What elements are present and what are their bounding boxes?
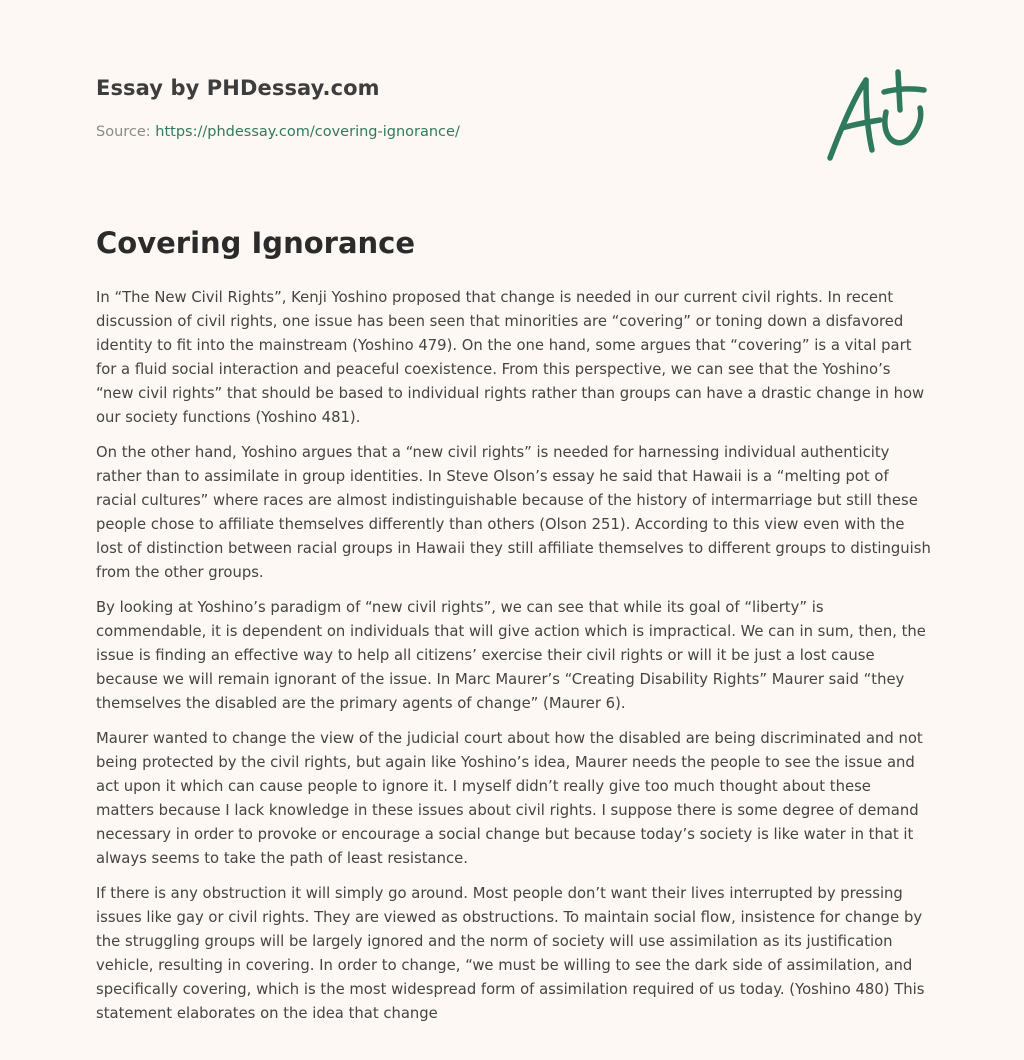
essay-title: Covering Ignorance — [96, 226, 416, 260]
essay-paragraph: On the other hand, Yoshino argues that a “new civil rights” is needed for harnessing individual authenticity rather than to assimilate in group identities. In Steve Olson’s essay he said that Hawaii is a “melting pot of racial cultures” where races are almost indistinguishable because of the history of intermarriage but still these people chose to affiliate themselves differently than others (Olson 251). According to this view even with the lost of distinction between racial groups in Hawaii they still affiliate themselves to different groups to distinguish from the other groups. — [96, 444, 931, 581]
essay-paragraph: If there is any obstruction it will simply go around. Most people don’t want their lives interrupted by pressing issues like gay or civil rights. They are viewed as obstructions. To maintain social flow, insistence for change by the struggling groups will be largely ignored and the norm of society will use assimilation as its justification vehicle, resulting in covering. In order to change, “we must be willing to see the dark side of assimilation, and specifically covering, which is the most widespread form of assimilation required of us today. (Yoshino 480) This statement elaborates on the idea that change — [96, 885, 925, 1022]
source-link[interactable]: https://phdessay.com/covering-ignorance/ — [155, 124, 460, 140]
a-plus-grade-icon — [820, 66, 932, 166]
essay-paragraph: In “The New Civil Rights”, Kenji Yoshino proposed that change is needed in our current civil rights. In recent discussion of civil rights, one issue has been seen that minorities are “covering” or toning down a disfavored identity to fit into the mainstream (Yoshino 479). On the one hand, some argues that “covering” is a vital part for a fluid social interaction and peaceful coexistence. From this perspective, we can see that the Yoshino’s “new civil rights” that should be based to individual rights rather than groups can have a drastic change in how our society functions (Yoshino 481). — [96, 289, 925, 426]
essay-body — [96, 286, 932, 1037]
site-title: Essay by PHDessay.com — [96, 76, 380, 100]
source-line — [96, 124, 460, 140]
essay-paragraph: Maurer wanted to change the view of the judicial court about how the disabled are being discriminated and not being protected by the civil rights, but again like Yoshino’s idea, Maurer needs the people to see the issue and act upon it which can cause people to ignore it. I myself didn’t really give too much thought about these matters because I lack knowledge in these issues about civil rights. I suppose there is some degree of demand necessary in order to provoke or encourage a social change but because today’s society is like water in that it always seems to take the path of least resistance. — [96, 730, 923, 867]
source-label: Source: — [96, 124, 151, 140]
essay-paragraph: By looking at Yoshino’s paradigm of “new civil rights”, we can see that while its goal of “liberty” is commendable, it is dependent on individuals that will give action which is impractical. We can in sum, then, the issue is finding an effective way to help all citizens’ exercise their civil rights or will it be just a lost cause because we will remain ignorant of the issue. In Marc Maurer’s “Creating Disability Rights” Maurer said “they themselves the disabled are the primary agents of change” (Maurer 6). — [96, 599, 926, 712]
